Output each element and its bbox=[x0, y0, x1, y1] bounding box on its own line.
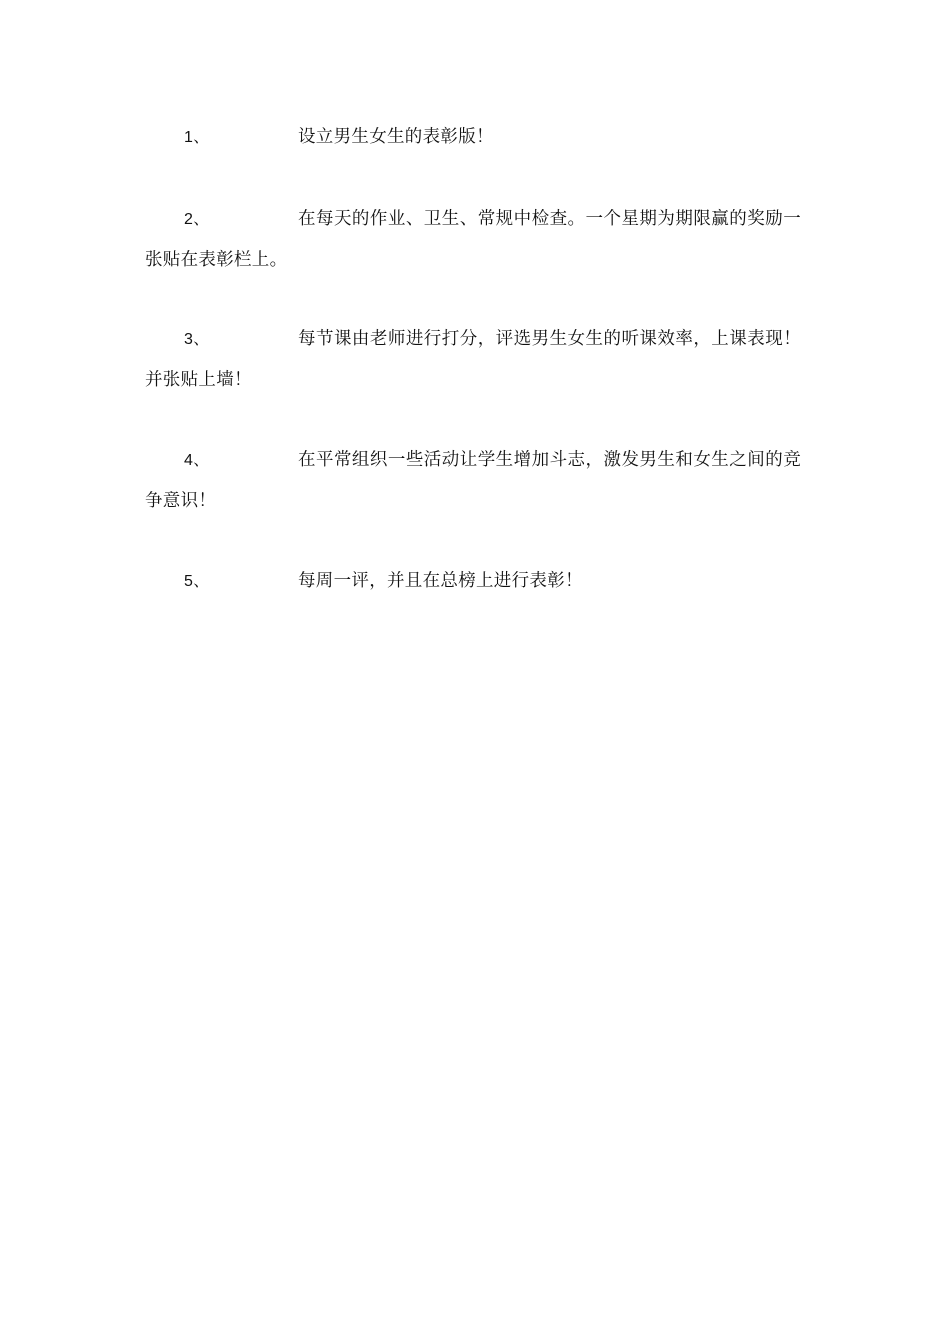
list-item bbox=[145, 319, 801, 401]
item-number: 5、 bbox=[184, 573, 210, 590]
item-number: 4、 bbox=[184, 452, 210, 469]
item-text: 在每天的作业、卫生、常规中检查。一个星期为期限赢的奖励一张贴在表彰栏上。 bbox=[145, 209, 801, 270]
item-number: 2、 bbox=[184, 211, 210, 228]
item-text: 在平常组织一些活动让学生增加斗志，激发男生和女生之间的竞争意识！ bbox=[145, 450, 801, 511]
list-item bbox=[145, 561, 801, 602]
item-text: 设立男生女生的表彰版！ bbox=[298, 127, 494, 147]
list-item bbox=[145, 117, 801, 158]
list-item bbox=[145, 440, 801, 522]
item-number: 1、 bbox=[184, 129, 210, 146]
item-number: 3、 bbox=[184, 331, 210, 348]
list-item bbox=[145, 199, 801, 281]
item-text: 每周一评，并且在总榜上进行表彰！ bbox=[298, 571, 583, 591]
item-text: 每节课由老师进行打分，评选男生女生的听课效率，上课表现！并张贴上墙！ bbox=[145, 329, 801, 390]
